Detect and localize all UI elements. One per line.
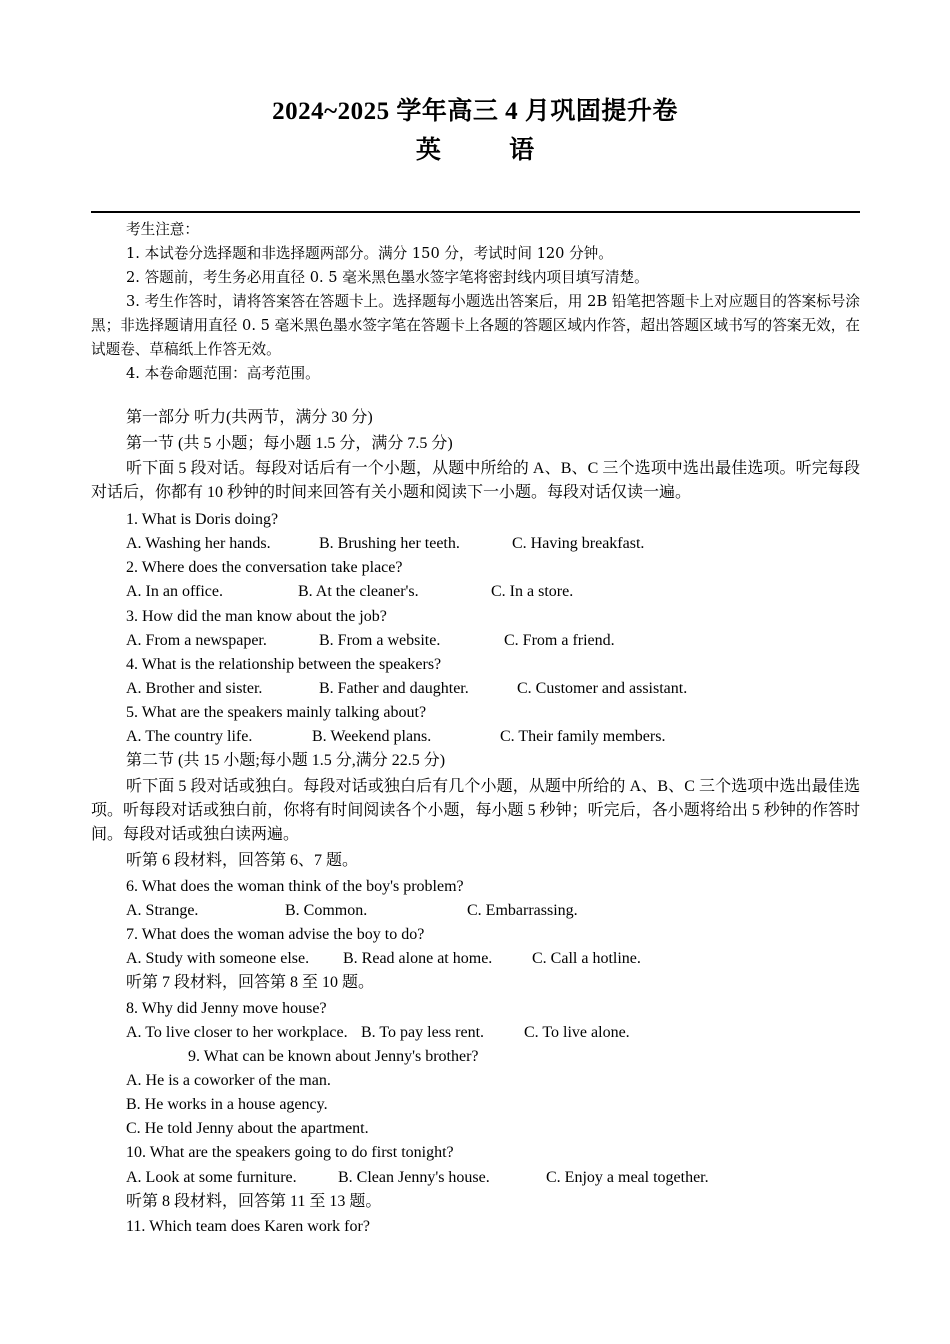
material-6-heading: 听第 6 段材料，回答第 6、7 题。 [126, 852, 359, 869]
q3-option-c: C. From a friend. [504, 632, 615, 649]
notice-heading: 考生注意： [126, 221, 199, 238]
q6-option-a: A. Strange. [126, 902, 199, 919]
q7-option-b: B. Read alone at home. [343, 950, 493, 967]
question-8: 8. Why did Jenny move house? [126, 1000, 327, 1017]
q9-option-b: B. He works in a house agency. [126, 1096, 328, 1113]
question-2: 2. Where does the conversation take place? [126, 559, 403, 576]
q8-option-b: B. To pay less rent. [361, 1024, 485, 1041]
q10-option-c: C. Enjoy a meal together. [546, 1169, 709, 1186]
exam-subject: 英 语 [415, 137, 535, 164]
q5-option-c: C. Their family members. [500, 728, 666, 745]
question-7: 7. What does the woman advise the boy to do? [126, 926, 425, 943]
q2-option-b: B. At the cleaner's. [298, 583, 419, 600]
question-10: 10. What are the speakers going to do first tonight? [126, 1144, 454, 1161]
q2-option-a: A. In an office. [126, 583, 223, 600]
q10-option-a: A. Look at some furniture. [126, 1169, 297, 1186]
q2-option-c: C. In a store. [491, 583, 574, 600]
q3-option-a: A. From a newspaper. [126, 632, 267, 649]
q4-option-b: B. Father and daughter. [319, 680, 469, 697]
question-11: 11. Which team does Karen work for? [126, 1218, 370, 1235]
q10-option-b: B. Clean Jenny's house. [338, 1169, 490, 1186]
section2-instructions: 听下面 5 段对话或独白。每段对话或独白后有几个小题，从题中所给的 A、B、C 三个选项中选出最佳选项。听每段对话或独白前，你将有时间阅读各个小题，每小题 5 秒钟；听完后，各小题将给出 5 秒钟的作答时间。每段对话或独白读两遍。 [91, 778, 860, 843]
material-7-heading: 听第 7 段材料，回答第 8 至 10 题。 [126, 974, 375, 991]
q7-option-c: C. Call a hotline. [532, 950, 641, 967]
q9-option-c: C. He told Jenny about the apartment. [126, 1120, 369, 1137]
q1-option-a: A. Washing her hands. [126, 535, 271, 552]
q1-option-c: C. Having breakfast. [512, 535, 645, 552]
notice-item-2: 2. 答题前，考生务必用直径 0. 5 毫米黑色墨水签字笔将密封线内项目填写清楚。 [126, 269, 649, 286]
section1-instructions: 听下面 5 段对话。每段对话后有一个小题，从题中所给的 A、B、C 三个选项中选出最佳选项。听完每段对话后，你都有 10 秒钟的时间来回答有关小题和阅读下一小题。每段对话仅读一遍。 [91, 460, 860, 501]
q8-option-c: C. To live alone. [524, 1024, 630, 1041]
q4-option-a: A. Brother and sister. [126, 680, 263, 697]
q7-option-a: A. Study with someone else. [126, 950, 310, 967]
q6-option-b: B. Common. [285, 902, 368, 919]
question-4: 4. What is the relationship between the speakers? [126, 656, 442, 673]
part1-title: 第一部分 听力(共两节，满分 30 分) [126, 409, 373, 426]
section1-title: 第一节 (共 5 小题；每小题 1.5 分，满分 7.5 分) [126, 435, 453, 452]
material-8-heading: 听第 8 段材料，回答第 11 至 13 题。 [126, 1193, 382, 1210]
notice-item-4: 4. 本卷命题范围：高考范围。 [126, 365, 320, 382]
question-5: 5. What are the speakers mainly talking about? [126, 704, 427, 721]
q4-option-c: C. Customer and assistant. [517, 680, 688, 697]
header-divider [91, 211, 860, 213]
q6-option-c: C. Embarrassing. [467, 902, 578, 919]
notice-item-3: 3. 考生作答时，请将答案答在答题卡上。选择题每小题选出答案后，用 2B 铅笔把答题卡上对应题目的答案标号涂黑；非选择题请用直径 0. 5 毫米黑色墨水签字笔在答题卡上各题的答题区域内作答，超出答题区域书写的答案无效，在试题卷、草稿纸上作答无效。 [91, 293, 860, 358]
question-3: 3. How did the man know about the job? [126, 608, 387, 625]
q5-option-b: B. Weekend plans. [312, 728, 432, 745]
exam-title: 2024~2025 学年高三 4 月巩固提升卷 [272, 98, 678, 125]
question-9: 9. What can be known about Jenny's brother? [188, 1048, 479, 1065]
q5-option-a: A. The country life. [126, 728, 253, 745]
q8-option-a: A. To live closer to her workplace. [126, 1024, 348, 1041]
section2-title: 第二节 (共 15 小题;每小题 1.5 分,满分 22.5 分) [126, 752, 446, 769]
question-6: 6. What does the woman think of the boy's problem? [126, 878, 464, 895]
q1-option-b: B. Brushing her teeth. [319, 535, 460, 552]
q3-option-b: B. From a website. [319, 632, 441, 649]
question-1: 1. What is Doris doing? [126, 511, 279, 528]
notice-item-1: 1. 本试卷分选择题和非选择题两部分。满分 150 分，考试时间 120 分钟。 [126, 245, 613, 262]
q9-option-a: A. He is a coworker of the man. [126, 1072, 331, 1089]
